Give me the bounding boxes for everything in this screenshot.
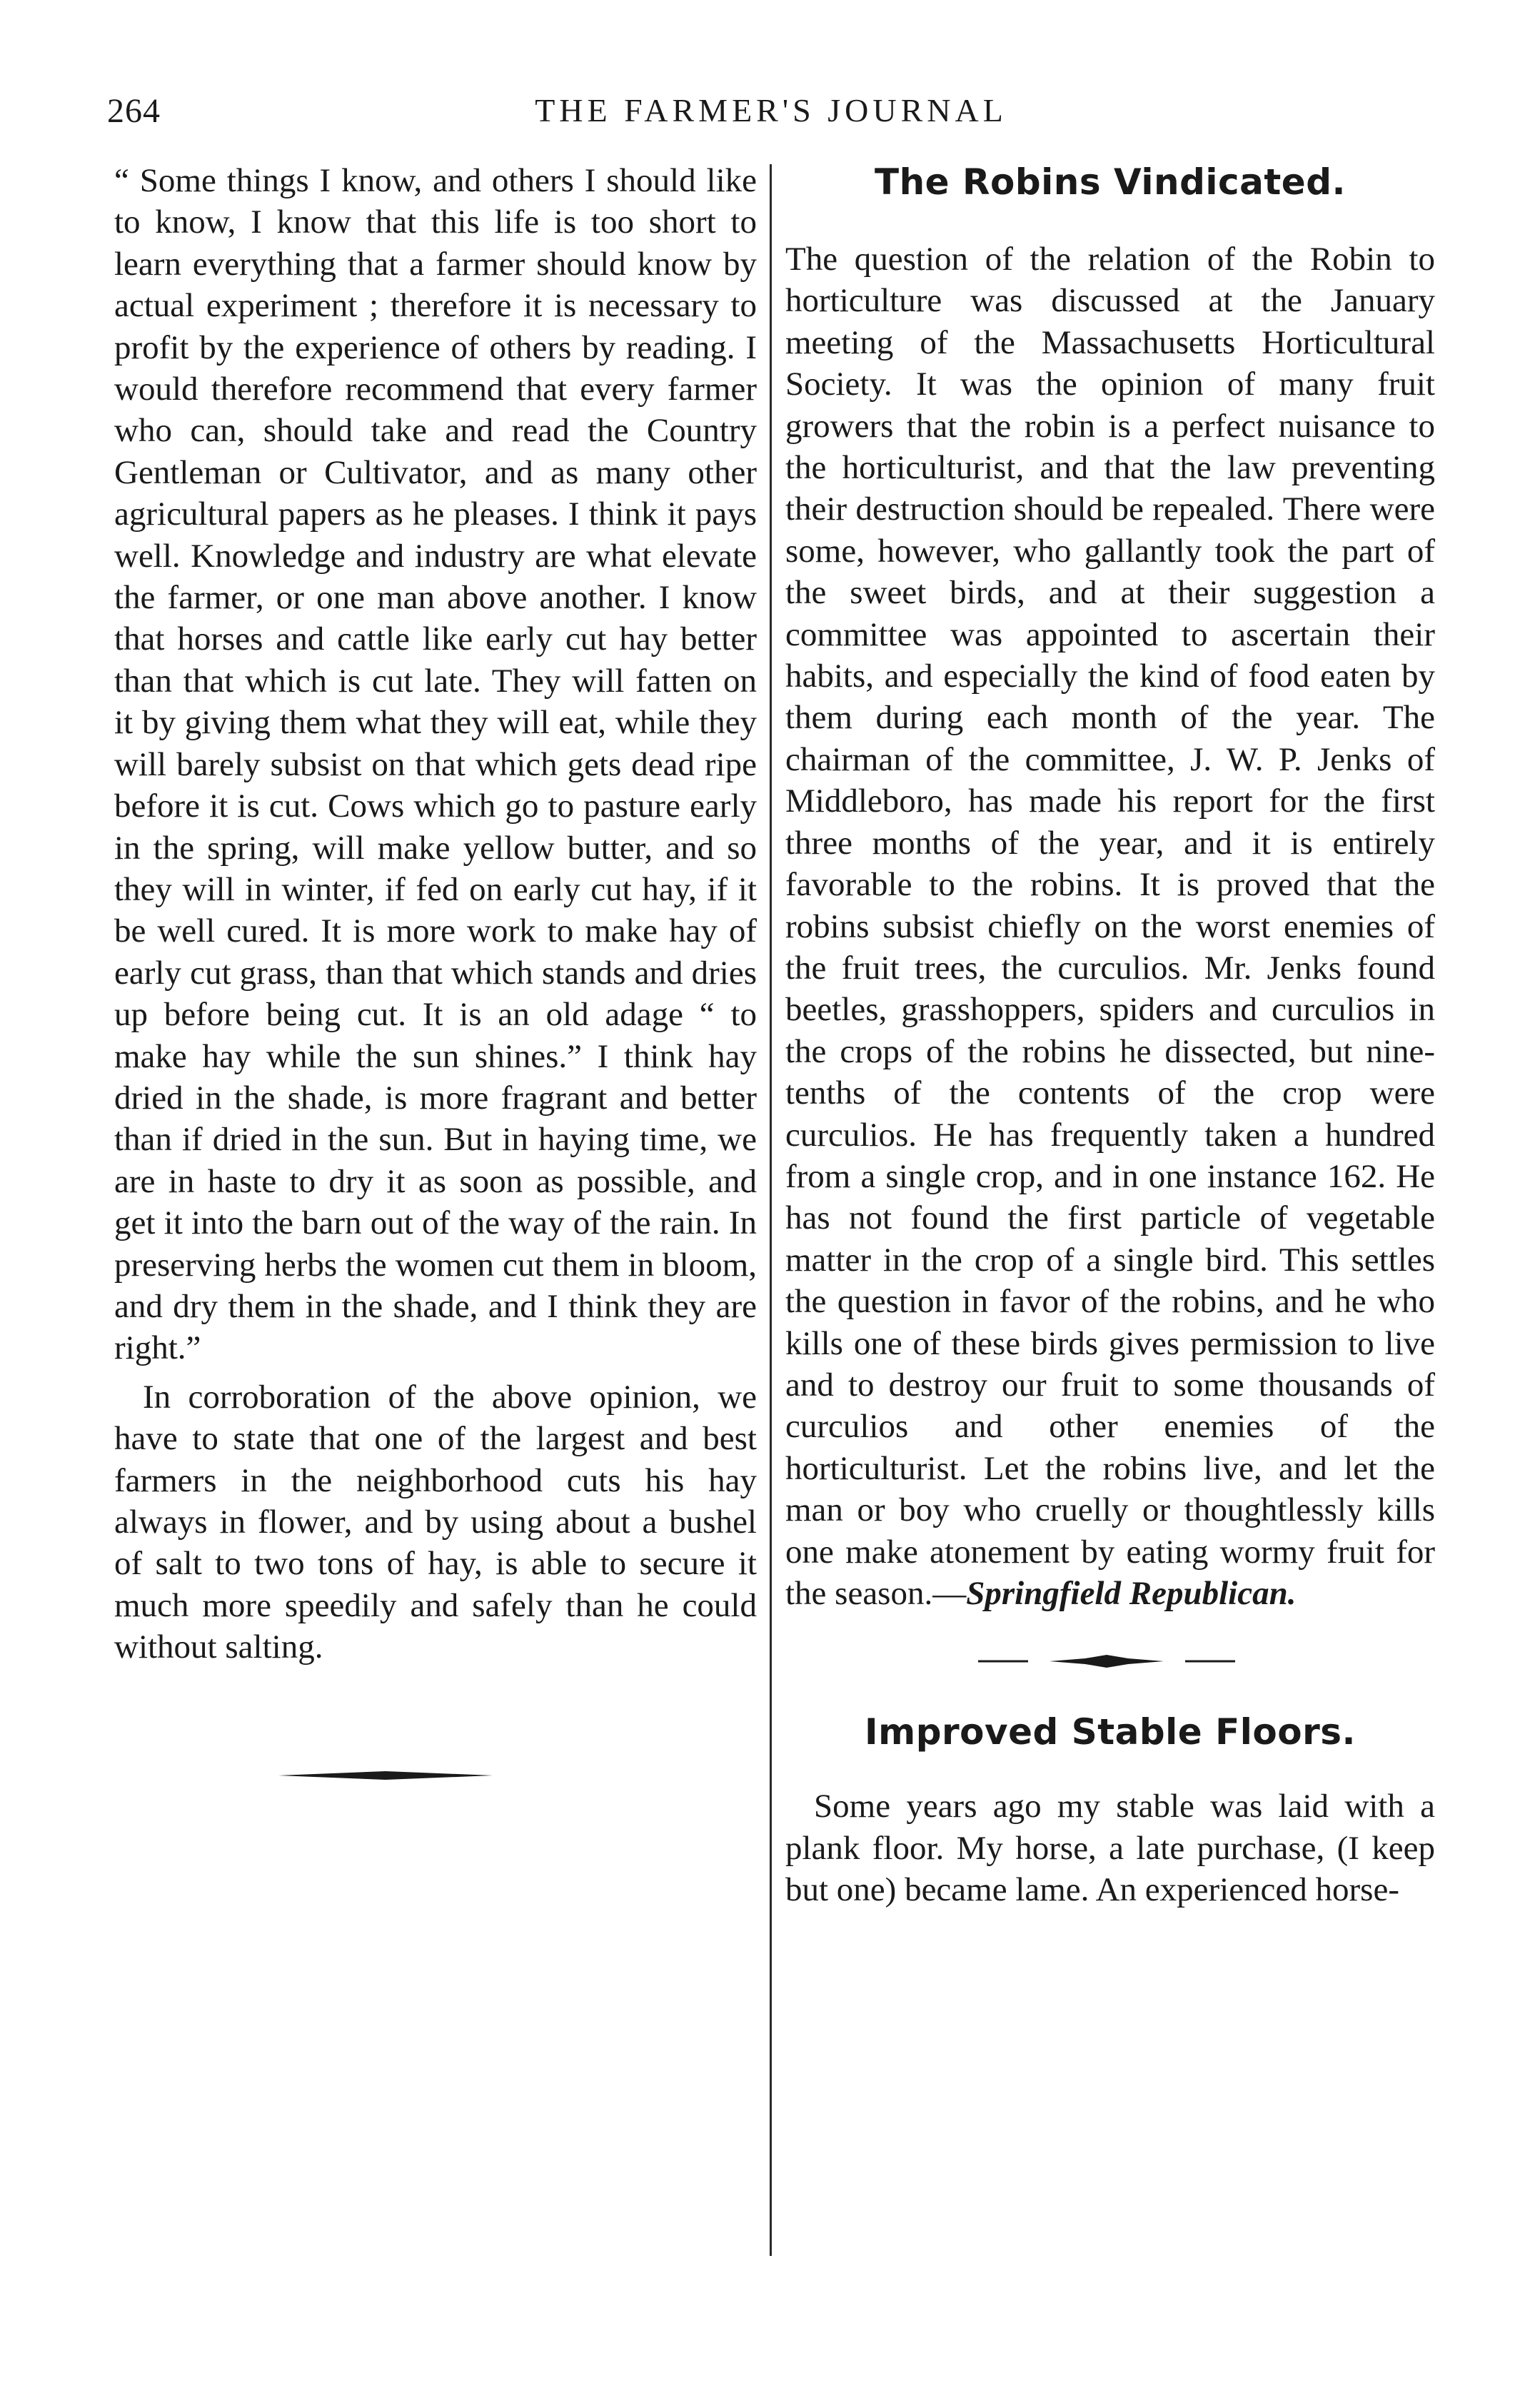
divider-ornament-icon <box>978 1653 1235 1670</box>
article-title-robins: The Robins Vindicated. <box>874 161 1347 203</box>
end-ornament-left <box>114 1754 757 1797</box>
section-divider-ornament <box>785 1640 1435 1683</box>
column-rule <box>770 164 772 2256</box>
left-paragraph-1: “ Some things I know, and others I should like to know, I know that this life is too short to learn everything that a farmer should know by actual experiment ; therefore it is necessary to profit by the experience of others by reading. I would therefore recommend that every farmer who can, should take and read the Country Gentleman or Cultivator, and as many other agricultural papers as he pleases. I think it pays well. Knowledge and industry are what elevate the farmer, or one man above another. I know that horses and cattle like early cut hay better than that which is cut late. They will fatten on it by giving them what they will eat, while they will barely subsist on that which gets dead ripe before it is cut. Cows which go to pasture early in the spring, will make yellow butter, and so they will in winter, if fed on early cut hay, if it be well cured. It is more work to make hay of early cut grass, than that which stands and dries up before being cut. It is an old adage “ to make hay while the sun shines.” I think hay dried in the shade, is more fragrant and better than if dried in the sun. But in haying time, we are in haste to dry it as soon as possible, and get it into the barn out of the way of the rain. In preserving herbs the women cut them in bloom, and dry them in the shade, and I think they are right.” <box>114 162 757 1367</box>
rule-ornament-icon <box>278 1768 493 1783</box>
page-number: 264 <box>107 92 161 130</box>
running-head: THE FARMER'S JOURNAL <box>535 92 1007 129</box>
robins-source: Springfield Republican. <box>966 1575 1297 1612</box>
article-title-stable-floors: Improved Stable Floors. <box>864 1711 1356 1753</box>
article-body-robins <box>785 238 1435 1614</box>
page-header <box>107 91 1435 141</box>
right-column <box>785 160 1435 1911</box>
robins-body-text: The question of the relation of the Robin to horticulture was discussed at the January meeting of the Massachusetts Horticultural Society. It was the opinion of many fruit growers that the robin is a perfect nuisance to the horticulturist, and that the law preventing their destruction should be repealed. There were some, however, who gallantly took the part of the sweet birds, and at their suggestion a committee was appointed to ascertain their habits, and especially the kind of food eaten by them during each month of the year. The chairman of the committee, J. W. P. Jenks of Middleboro, has made his report for the first three months of the year, and it is entirely favorable to the robins. It is proved that the robins subsist chiefly on the worst enemies of the fruit trees, the curculios. Mr. Jenks found beetles, grasshoppers, spiders and curculios in the crops of the robins he dissected, but nine-tenths of the contents of the crop were curculios. He has frequently taken a hundred from a single crop, and in one instance 162. He has not found the first particle of vegetable matter in the crop of a single bird. This settles the question in favor of the robins, and he who kills one of these birds gives permission to live and to destroy our fruit to some thousands of curculios and other enemies of the horticulturist. Let the robins live, and let the man or boy who cruelly or thoughtlessly kills one make atonement by eating wormy fruit for the season.— <box>785 241 1435 1612</box>
article-body-stable-floors: Some years ago my stable was laid with a plank floor. My horse, a late purchase, (I keep but one) became lame. An experienced horse- <box>785 1788 1435 1909</box>
left-column <box>114 160 757 1797</box>
left-paragraph-2: In corroboration of the above opinion, we have to state that one of the largest and best farmers in the neighborhood cuts his hay always in flower, and by using about a bushel of salt to two tons of hay, is able to secure it much more speedily and safely than he could without salting. <box>114 1378 757 1666</box>
